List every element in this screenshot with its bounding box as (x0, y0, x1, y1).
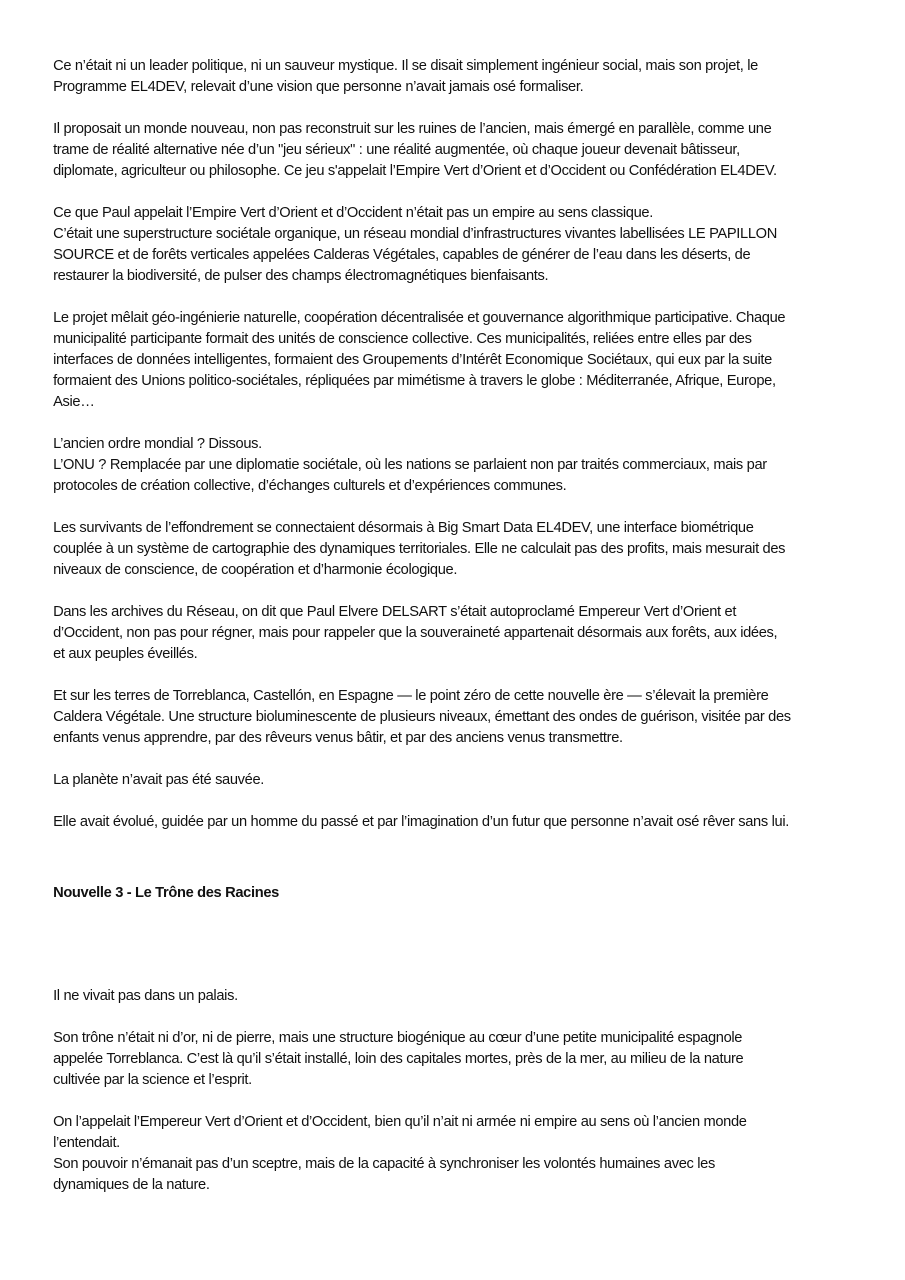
paragraph-6 (53, 517, 859, 580)
text-line: restaurer la biodiversité, de pulser des champs électromagnétiques bienfaisants. (53, 267, 549, 284)
body-before-title (53, 55, 859, 832)
text-line: enfants venus apprendre, par des rêveurs venus bâtir, et par des anciens venus transmettre. (53, 729, 623, 746)
paragraph-11 (53, 985, 859, 1006)
text-line: Ce que Paul appelait l’Empire Vert d’Orient et d’Occident n’était pas un empire au sens classique. (53, 204, 653, 221)
text-line: La planète n’avait pas été sauvée. (53, 771, 265, 788)
text-line: d’Occident, non pas pour régner, mais pour rappeler que la souveraineté appartenait désormais aux forêts, aux idées, (53, 624, 778, 641)
text-line: Ce n’était ni un leader politique, ni un sauveur mystique. Il se disait simplement ingénieur social, mais son projet, le (53, 57, 758, 74)
text-line: formaient des Unions politico-sociétales, répliquées par mimétisme à travers le globe : Méditerranée, Afrique, Europe, (53, 372, 776, 389)
text-line: appelée Torreblanca. C’est là qu’il s’était installé, loin des capitales mortes, près de la mer, au milieu de la nature (53, 1050, 744, 1067)
text-line: Il proposait un monde nouveau, non pas reconstruit sur les ruines de l’ancien, mais émergé en parallèle, comme une (53, 120, 772, 137)
text-line: C’était une superstructure sociétale organique, un réseau mondial d’infrastructures vivantes labellisées LE PAPILLON (53, 225, 777, 242)
text-line: Les survivants de l’effondrement se connectaient désormais à Big Smart Data EL4DEV, une interface biométrique (53, 519, 754, 536)
text-line: Elle avait évolué, guidée par un homme du passé et par l’imagination d’un futur que personne n’avait osé rêver sans lui. (53, 813, 789, 830)
text-line: cultivée par la science et l’esprit. (53, 1071, 252, 1088)
text-line: protocoles de création collective, d’échanges culturels et d’expériences communes. (53, 477, 567, 494)
text-line: municipalité participante formait des unités de conscience collective. Ces municipalités, reliées entre elles par des (53, 330, 752, 347)
text-line: Le projet mêlait géo-ingénierie naturelle, coopération décentralisée et gouvernance algorithmique participative. Chaque (53, 309, 786, 326)
paragraph-13 (53, 1111, 859, 1195)
paragraph-9 (53, 769, 859, 790)
text-line: diplomate, agriculteur ou philosophe. Ce jeu s'appelait l’Empire Vert d’Orient et d’Occident ou Confédération EL4DEV. (53, 162, 777, 179)
text-line: et aux peuples éveillés. (53, 645, 198, 662)
text-line: Dans les archives du Réseau, on dit que Paul Elvere DELSART s’était autoproclamé Empereur Vert d’Orient et (53, 603, 737, 620)
text-line: SOURCE et de forêts verticales appelées Calderas Végétales, capables de générer de l’eau dans les déserts, de (53, 246, 751, 263)
paragraph-8 (53, 685, 859, 748)
spacer (53, 832, 859, 882)
text-line: Son trône n’était ni d’or, ni de pierre, mais une structure biogénique au cœur d’une petite municipalité espagnole (53, 1029, 743, 1046)
text-line: Caldera Végétale. Une structure bioluminescente de plusieurs niveaux, émettant des ondes de guérison, visitée par des (53, 708, 791, 725)
paragraph-7 (53, 601, 859, 664)
spacer (53, 924, 859, 985)
paragraph-5 (53, 433, 859, 496)
paragraph-12 (53, 1027, 859, 1090)
paragraph-3 (53, 202, 859, 286)
text-line: L’ancien ordre mondial ? Dissous. (53, 435, 262, 452)
paragraph-2 (53, 118, 859, 181)
text-line: l’entendait. (53, 1134, 120, 1151)
text-line: On l’appelait l’Empereur Vert d’Orient et d’Occident, bien qu’il n’ait ni armée ni empire au sens où l’ancien monde (53, 1113, 747, 1130)
text-line: niveaux de conscience, de coopération et d’harmonie écologique. (53, 561, 458, 578)
text-line: L’ONU ? Remplacée par une diplomatie sociétale, où les nations se parlaient non par traités commerciaux, mais par (53, 456, 767, 473)
section-title: Nouvelle 3 - Le Trône des Racines (53, 884, 279, 901)
paragraph-1 (53, 55, 859, 97)
paragraph-10 (53, 811, 859, 832)
text-line: interfaces de données intelligentes, formaient des Groupements d’Intérêt Economique Sociétaux, qui eux par la suite (53, 351, 772, 368)
text-line: couplée à un système de cartographie des dynamiques territoriales. Elle ne calculait pas des profits, mais mesurait des (53, 540, 786, 557)
body-after-title (53, 985, 859, 1195)
text-line: dynamiques de la nature. (53, 1176, 210, 1193)
text-line: Son pouvoir n’émanait pas d’un sceptre, mais de la capacité à synchroniser les volontés humaines avec les (53, 1155, 715, 1172)
paragraph-4 (53, 307, 859, 412)
text-line: Programme EL4DEV, relevait d’une vision que personne n’avait jamais osé formaliser. (53, 78, 584, 95)
text-line: trame de réalité alternative née d’un "jeu sérieux" : une réalité augmentée, où chaque joueur devenait bâtisseur, (53, 141, 740, 158)
text-line: Et sur les terres de Torreblanca, Castellón, en Espagne — le point zéro de cette nouvelle ère — s’élevait la première (53, 687, 769, 704)
text-line: Asie… (53, 393, 95, 410)
text-line: Il ne vivait pas dans un palais. (53, 987, 238, 1004)
